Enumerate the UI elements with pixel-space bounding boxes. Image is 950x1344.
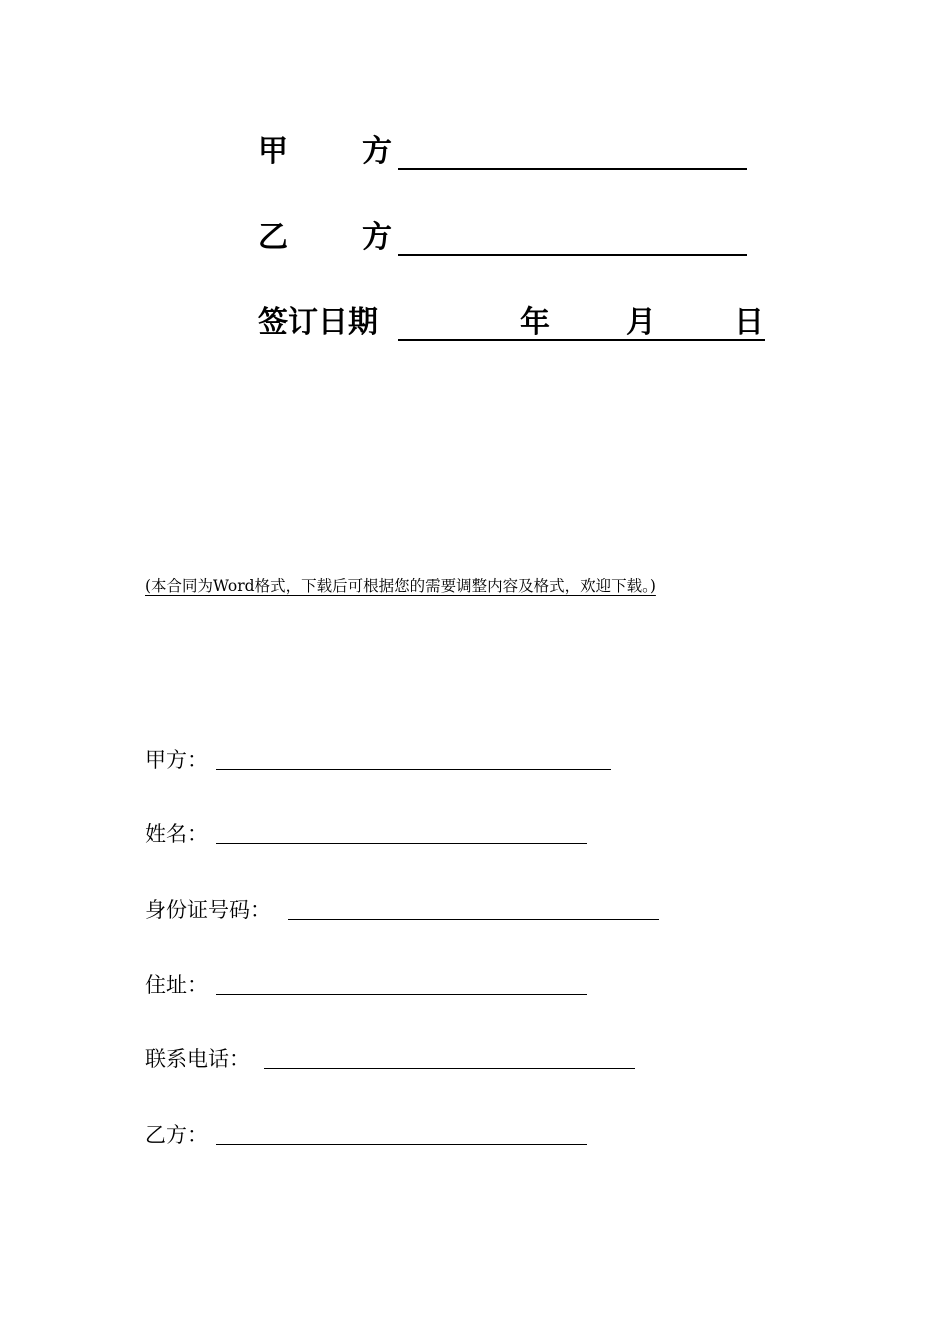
cover-party-b-row (258, 218, 758, 258)
year-label: 年 (520, 305, 550, 340)
cover-party-a-row (258, 132, 758, 172)
day-label: 日 (734, 305, 764, 340)
cover-party-a-label-1: 甲 (258, 134, 288, 169)
cover-party-b-label-1: 乙 (258, 220, 288, 255)
field-address-blank-line[interactable] (216, 994, 587, 995)
cover-party-b-blank-line[interactable] (398, 254, 747, 256)
field-name-label: 姓名： (145, 822, 208, 846)
field-name-blank-line[interactable] (216, 843, 587, 844)
cover-party-a-label-2: 方 (362, 134, 392, 169)
cover-sign-date-row (258, 303, 778, 343)
field-party-a-row (145, 745, 625, 775)
field-party-b-label: 乙方： (145, 1123, 208, 1147)
cover-party-b-label-2: 方 (362, 220, 392, 255)
field-party-a-label: 甲方： (145, 748, 208, 772)
format-note: (本合同为Word格式，下载后可根据您的需要调整内容及格式，欢迎下载。) (145, 577, 656, 595)
sign-date-label: 签订日期 (258, 305, 378, 340)
field-id-number-row (145, 895, 675, 925)
field-id-number-blank-line[interactable] (288, 919, 659, 920)
field-phone-row (145, 1044, 645, 1074)
field-party-b-row (145, 1120, 605, 1150)
field-address-row (145, 970, 605, 1000)
cover-party-a-blank-line[interactable] (398, 168, 747, 170)
month-label: 月 (626, 305, 656, 340)
field-party-b-blank-line[interactable] (216, 1144, 587, 1145)
sign-date-blank-line[interactable] (398, 339, 765, 341)
field-phone-blank-line[interactable] (264, 1068, 635, 1069)
field-id-number-label: 身份证号码： (145, 898, 271, 922)
field-address-label: 住址： (145, 973, 208, 997)
field-phone-label: 联系电话： (145, 1047, 250, 1071)
field-name-row (145, 819, 605, 849)
field-party-a-blank-line[interactable] (216, 769, 611, 770)
